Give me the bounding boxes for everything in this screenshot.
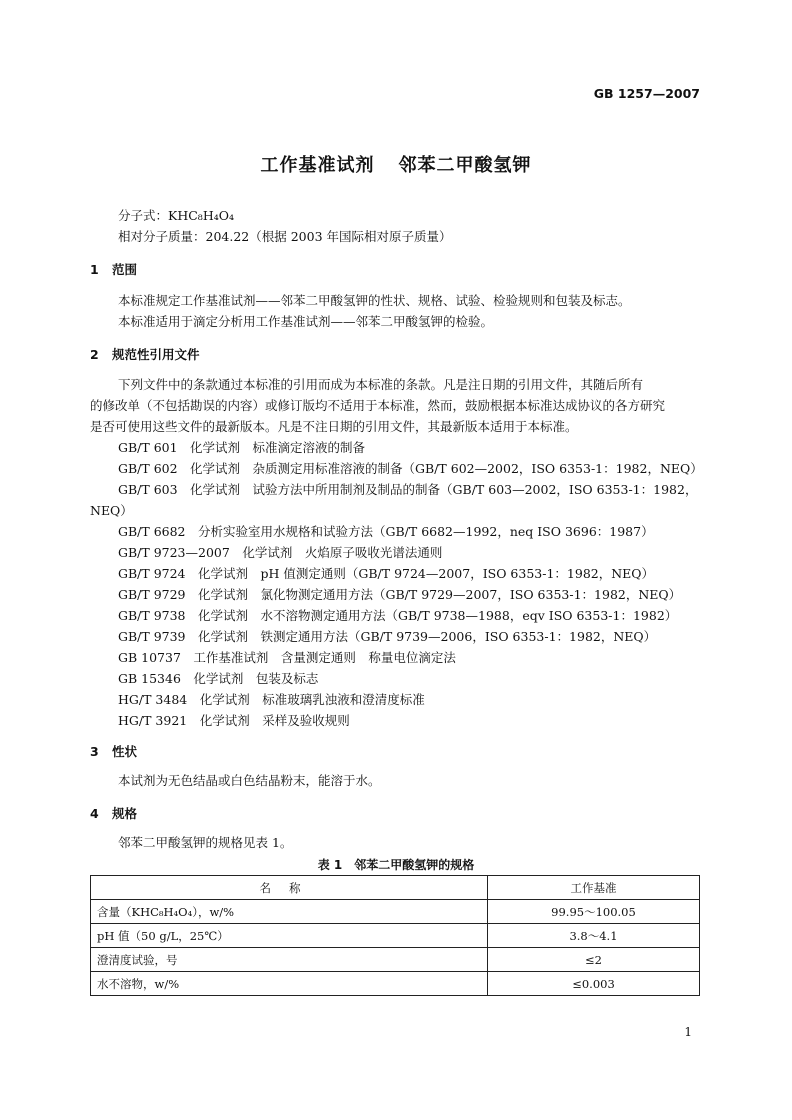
section-heading — [90, 345, 200, 363]
section-heading — [90, 804, 137, 822]
reference-item: GB 10737 工作基准试剂 含量测定通则 称量电位滴定法 — [118, 650, 456, 665]
reference-item: GB/T 9739 化学试剂 铁测定通用方法（GB/T 9739—2006，ISO 6353-1：1982，NEQ） — [118, 629, 657, 644]
refs-intro-line: 的修改单（不包括勘误的内容）或修订版均不适用于本标准，然而，鼓励根据本标准达成协议的各方研究 — [90, 398, 666, 413]
table-cell-name: 水不溶物，w/% — [91, 972, 488, 996]
section-title: 规格 — [112, 806, 138, 821]
reference-item: HG/T 3921 化学试剂 采样及验收规则 — [118, 713, 350, 728]
table-cell-value: 99.95～100.05 — [488, 900, 700, 924]
reference-item: GB/T 6682 分析实验室用水规格和试验方法（GB/T 6682—1992，neq ISO 3696：1987） — [118, 524, 654, 539]
section-title: 范围 — [112, 262, 138, 277]
reference-item: GB/T 601 化学试剂 标准滴定溶液的制备 — [118, 440, 366, 455]
scope-paragraph: 本标准适用于滴定分析用工作基准试剂——邻苯二甲酸氢钾的检验。 — [118, 314, 494, 329]
reference-item: GB/T 9724 化学试剂 pH 值测定通则（GB/T 9724—2007，ISO 6353-1：1982，NEQ） — [118, 566, 655, 581]
table-row — [91, 972, 700, 996]
reference-item: HG/T 3484 化学试剂 标准玻璃乳浊液和澄清度标准 — [118, 692, 425, 707]
scope-paragraph: 本标准规定工作基准试剂——邻苯二甲酸氢钾的性状、规格、试验、检验规则和包装及标志。 — [118, 293, 631, 308]
table-header-row — [91, 876, 700, 900]
reference-item: GB/T 9723—2007 化学试剂 火焰原子吸收光谱法通则 — [118, 545, 443, 560]
spec-table — [90, 875, 700, 996]
properties-paragraph: 本试剂为无色结晶或白色结晶粉末，能溶于水。 — [118, 773, 381, 788]
refs-intro-line: 是否可使用这些文件的最新版本。凡是不注日期的引用文件，其最新版本适用于本标准。 — [90, 419, 578, 434]
table-row — [91, 948, 700, 972]
table-cell-name: 含量（KHC₈H₄O₄），w/% — [91, 900, 488, 924]
formula-line: 分子式：KHC₈H₄O₄ — [118, 208, 234, 223]
refs-intro-line: 下列文件中的条款通过本标准的引用而成为本标准的条款。凡是注日期的引用文件，其随后所有 — [118, 377, 644, 392]
document-title — [0, 151, 792, 177]
table-row — [91, 924, 700, 948]
standard-number: GB 1257—2007 — [593, 86, 700, 101]
mass-line: 相对分子质量：204.22（根据 2003 年国际相对原子质量） — [118, 229, 452, 244]
table-cell-name: 澄清度试验，号 — [91, 948, 488, 972]
section-title: 规范性引用文件 — [112, 347, 200, 362]
section-number: 1 — [90, 262, 99, 277]
reference-item: GB/T 9738 化学试剂 水不溶物测定通用方法（GB/T 9738—1988，eqv ISO 6353-1：1982） — [118, 608, 678, 623]
table-row — [91, 900, 700, 924]
section-heading — [90, 742, 137, 760]
page-number: 1 — [684, 1025, 692, 1039]
table-cell-value: ≤2 — [488, 948, 700, 972]
table-cell-value: 3.8～4.1 — [488, 924, 700, 948]
reference-item: GB 15346 化学试剂 包装及标志 — [118, 671, 319, 686]
section-title: 性状 — [112, 744, 138, 759]
title-part-1: 工作基准试剂 — [260, 155, 375, 176]
section-number: 4 — [90, 806, 99, 821]
reference-item: GB/T 603 化学试剂 试验方法中所用制剂及制品的制备（GB/T 603—2002，ISO 6353-1：1982， — [118, 482, 698, 497]
section-number: 2 — [90, 347, 99, 362]
reference-item: NEQ） — [90, 503, 133, 518]
section-heading — [90, 260, 137, 278]
title-part-2: 邻苯二甲酸氢钾 — [398, 155, 532, 176]
section-number: 3 — [90, 744, 99, 759]
table-caption: 表 1 邻苯二甲酸氢钾的规格 — [317, 858, 475, 872]
table-header-standard: 工作基准 — [488, 876, 700, 900]
table-cell-name: pH 值（50 g/L，25℃） — [91, 924, 488, 948]
table-header-name: 名称 — [91, 876, 488, 900]
reference-item: GB/T 9729 化学试剂 氯化物测定通用方法（GB/T 9729—2007，ISO 6353-1：1982，NEQ） — [118, 587, 682, 602]
spec-intro: 邻苯二甲酸氢钾的规格见表 1。 — [118, 835, 293, 850]
table-cell-value: ≤0.003 — [488, 972, 700, 996]
reference-item: GB/T 602 化学试剂 杂质测定用标准溶液的制备（GB/T 602—2002，ISO 6353-1：1982，NEQ） — [118, 461, 703, 476]
